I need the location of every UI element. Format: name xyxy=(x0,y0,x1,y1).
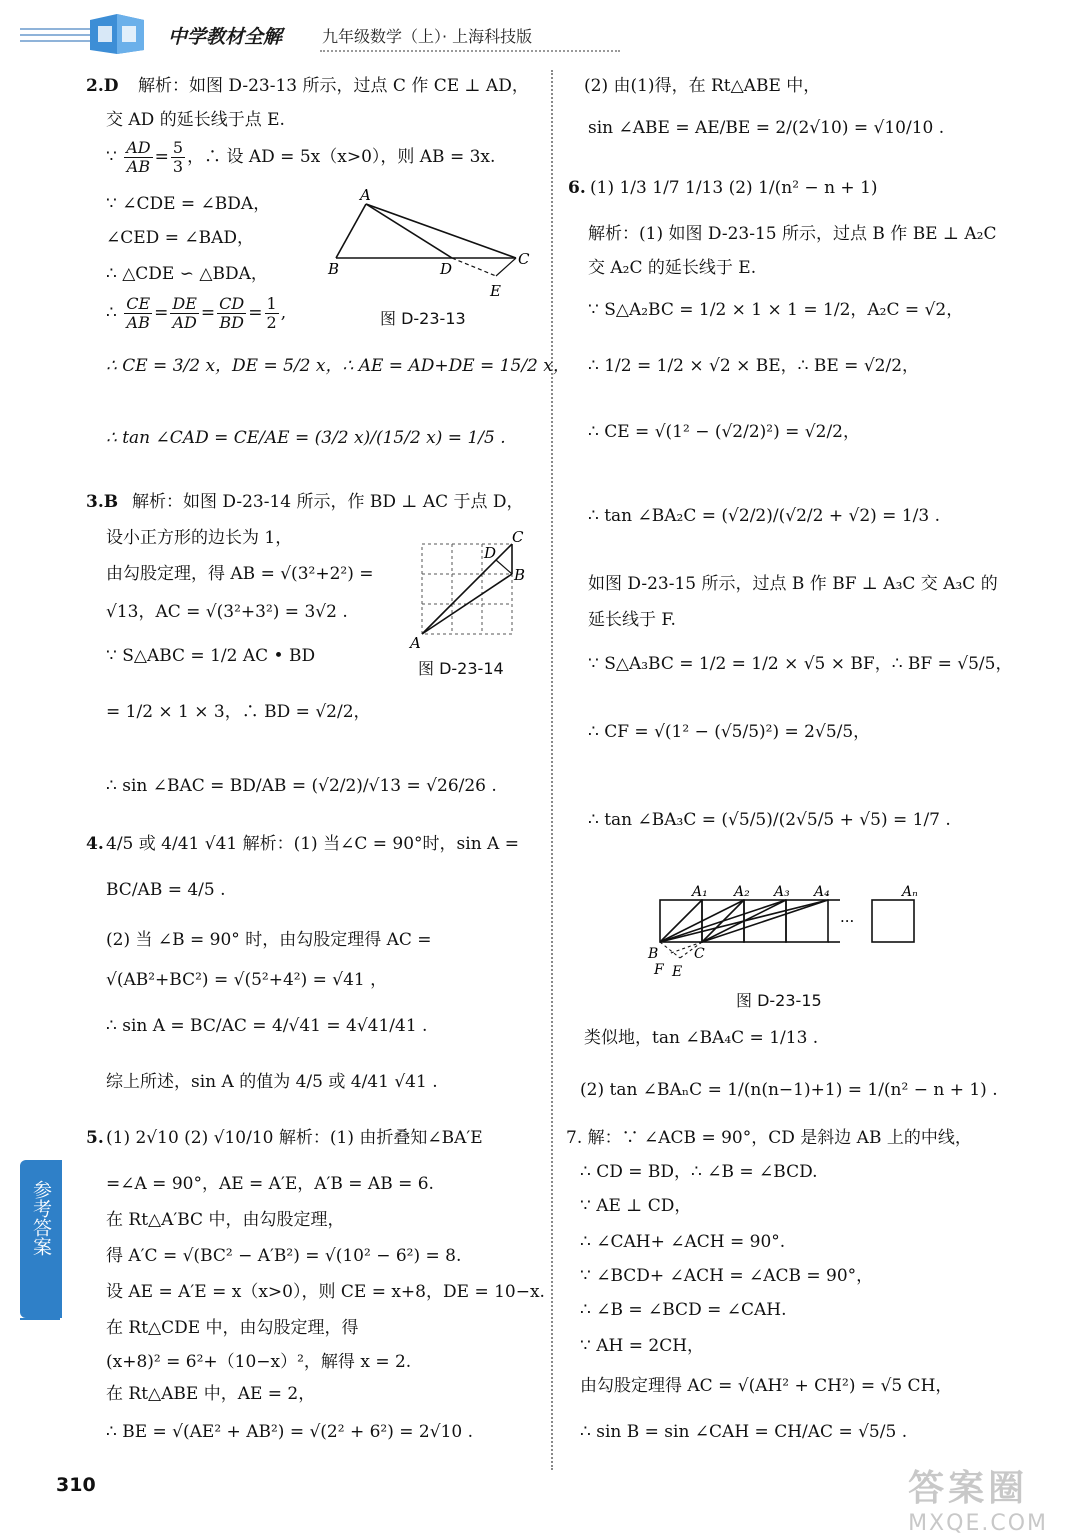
answers-side-tab-label: 参考答案 xyxy=(30,1180,52,1256)
q2-line-4: ∵ ∠CDE = ∠BDA， xyxy=(106,194,271,214)
q4-number: 4. xyxy=(86,834,104,854)
q6-line-3: 交 A₂C 的延长线于 E. xyxy=(588,258,757,278)
header-decoration xyxy=(20,28,90,50)
column-divider xyxy=(551,70,553,1470)
q3-line-4: √13，AC = √(3²+3²) = 3√2 . xyxy=(106,602,348,622)
f13-label-a: A xyxy=(360,188,371,204)
f15-label-a2: A₂ xyxy=(734,884,750,900)
q7-line-6: ∴ ∠B = ∠BCD = ∠CAH. xyxy=(580,1300,787,1320)
f15-label-an: Aₙ xyxy=(902,884,918,900)
q5-line-1: (1) 2√10 (2) √10/10 解析：(1) 由折叠知∠BA′E xyxy=(106,1128,483,1148)
q2-line-8: ∴ CE = 3/2 x，DE = 5/2 x，∴ AE = AD+DE = 15/2 x， xyxy=(106,356,570,376)
f15-label-e: E xyxy=(672,964,683,980)
watermark-url: MXQE.COM xyxy=(908,1511,1048,1536)
q4-line-5: ∴ sin A = BC/AC = 4/√41 = 4√41/41 . xyxy=(106,1016,428,1036)
q5-line-6: 在 Rt△CDE 中，由勾股定理，得 xyxy=(106,1318,359,1338)
q6-line-5: ∴ 1/2 = 1/2 × √2 × BE，∴ BE = √2/2， xyxy=(588,356,920,376)
q5-number: 5. xyxy=(86,1128,104,1148)
q6-line-1: (1) 1/3 1/7 1/13 (2) 1/(n² − n + 1) xyxy=(590,178,878,198)
q3-line-6: = 1/2 × 1 × 3，∴ BD = √2/2， xyxy=(106,702,371,722)
q4-line-1: 4/5 或 4/41 √41 解析：(1) 当∠C = 90°时，sin A = xyxy=(106,834,519,854)
f15-label-a4: A₄ xyxy=(814,884,830,900)
q5-line-9: ∴ BE = √(AE² + AB²) = √(2² + 6²) = 2√10 . xyxy=(106,1422,474,1442)
header-dotted-rule xyxy=(320,50,620,52)
q5-line-3: 在 Rt△A′BC 中，由勾股定理， xyxy=(106,1210,345,1230)
q6-line-13: 类似地，tan ∠BA₄C = 1/13 . xyxy=(584,1028,819,1048)
answers-side-tab xyxy=(20,1160,62,1318)
figure-d-23-13 xyxy=(326,188,536,298)
q6-line-9: 延长线于 F. xyxy=(588,610,676,630)
q6-line-12: ∴ tan ∠BA₃C = (√5/5)/(2√5/5 + √5) = 1/7 . xyxy=(588,810,951,830)
q7-line-9: ∴ sin B = sin ∠CAH = CH/AC = √5/5 . xyxy=(580,1422,908,1442)
figure-d-23-15-caption: 图 D-23-15 xyxy=(736,991,822,1010)
q5-line-4: 得 A′C = √(BC² − A′B²) = √(10² − 6²) = 8. xyxy=(106,1246,462,1266)
q7-line-3: ∵ AE ⊥ CD， xyxy=(580,1196,692,1216)
book-subtitle: 九年级数学（上）· 上海科技版 xyxy=(322,27,533,46)
q2-line-5: ∠CED = ∠BAD， xyxy=(106,228,254,248)
f14-label-b: B xyxy=(514,566,526,584)
q2-line-1: 解析：如图 D-23-13 所示，过点 C 作 CE ⊥ AD， xyxy=(138,76,529,96)
q4-line-6: 综上所述，sin A 的值为 4/5 或 4/41 √41 . xyxy=(106,1072,438,1092)
q4-line-2: BC/AB = 4/5 . xyxy=(106,880,226,900)
q6-line-10: ∵ S△A₃BC = 1/2 = 1/2 × √5 × BF，∴ BF = √5/5， xyxy=(588,654,1013,674)
page-number: 310 xyxy=(56,1474,96,1496)
q6-line-6: ∴ CE = √(1² − (√2/2)²) = √2/2， xyxy=(588,422,860,442)
f15-ellipsis: ··· xyxy=(840,912,855,930)
q6-number: 6. xyxy=(568,178,586,198)
q4-line-3: (2) 当 ∠B = 90° 时，由勾股定理得 AC = xyxy=(106,930,432,950)
q6-line-7: ∴ tan ∠BA₂C = (√2/2)/(√2/2 + √2) = 1/3 . xyxy=(588,506,940,526)
q2-line-3: ∵ $\frac{AD}{AB}$ = $\frac{5}{3}$ ，∴ 设 AD = 5x（x>0），则 AB = 3x. xyxy=(106,138,496,176)
watermark-main: 答案圈 xyxy=(908,1468,1029,1509)
q5-line-7: (x+8)² = 6²+（10−x）²，解得 x = 2. xyxy=(106,1352,412,1372)
f15-label-b: B xyxy=(648,946,659,962)
q3-number: 3.B xyxy=(86,492,119,512)
f15-label-a1: A₁ xyxy=(692,884,708,900)
q5-right-line-1: (2) 由(1)得，在 Rt△ABE 中， xyxy=(584,76,821,96)
side-tab-rule xyxy=(20,1318,60,1320)
q2-line-6: ∴ △CDE ∽ △BDA， xyxy=(106,264,268,284)
q2-line-2: 交 AD 的延长线于点 E. xyxy=(106,110,285,130)
f14-label-d: D xyxy=(484,544,497,562)
q5-line-8: 在 Rt△ABE 中，AE = 2， xyxy=(106,1384,316,1404)
f15-label-f: F xyxy=(654,962,664,978)
f13-label-e: E xyxy=(490,282,501,298)
q7-line-8: 由勾股定理得 AC = √(AH² + CH²) = √5 CH， xyxy=(580,1376,953,1396)
q7-line-1: 7. 解：∵ ∠ACB = 90°，CD 是斜边 AB 上的中线， xyxy=(566,1128,972,1148)
q3-line-3: 由勾股定理，得 AB = √(3²+2²) = xyxy=(106,564,374,584)
q7-line-5: ∵ ∠BCD+ ∠ACH = ∠ACB = 90°， xyxy=(580,1266,874,1286)
q7-line-2: ∴ CD = BD，∴ ∠B = ∠BCD. xyxy=(580,1162,818,1182)
q3-line-1: 解析：如图 D-23-14 所示，作 BD ⊥ AC 于点 D， xyxy=(132,492,524,512)
q3-line-2: 设小正方形的边长为 1， xyxy=(106,528,293,548)
q6-line-4: ∵ S△A₂BC = 1/2 × 1 × 1 = 1/2，A₂C = √2， xyxy=(588,300,964,320)
q3-line-7: ∴ sin ∠BAC = BD/AB = (√2/2)/√13 = √26/26 . xyxy=(106,776,497,796)
q2-number: 2.D xyxy=(86,76,119,96)
q7-line-7: ∵ AH = 2CH， xyxy=(580,1336,705,1356)
page-header xyxy=(0,0,1068,62)
q6-line-14: (2) tan ∠BAₙC = 1/(n(n−1)+1) = 1/(n² − n + 1) . xyxy=(580,1080,998,1100)
book-logo-icon xyxy=(86,12,148,56)
f13-label-c: C xyxy=(518,250,530,268)
watermark-logo xyxy=(908,1460,1048,1536)
q5-right-line-2: sin ∠ABE = AE/BE = 2/(2√10) = √10/10 . xyxy=(588,118,945,138)
figure-d-23-15 xyxy=(640,878,940,982)
f14-label-a: A xyxy=(410,634,421,652)
f13-label-d: D xyxy=(440,260,453,278)
q2-line-7: ∴ $\frac{CE}{AB}$ = $\frac{DE}{AD}$ = $\frac{CD}{BD}$ = $\frac{1}{2}$ , xyxy=(106,294,287,332)
q3-line-5: ∵ S△ABC = 1/2 AC • BD xyxy=(106,646,316,666)
brand-title: 中学教材全解 xyxy=(168,26,283,48)
q6-line-8: 如图 D-23-15 所示，过点 B 作 BF ⊥ A₃C 交 A₃C 的 xyxy=(588,574,998,594)
q5-line-5: 设 AE = A′E = x（x>0），则 CE = x+8，DE = 10−x. xyxy=(106,1282,545,1302)
f15-label-a3: A₃ xyxy=(774,884,790,900)
f14-label-c: C xyxy=(512,528,524,546)
f13-label-b: B xyxy=(328,260,340,278)
f15-label-c: C xyxy=(694,946,705,962)
q6-line-11: ∴ CF = √(1² − (√5/5)²) = 2√5/5， xyxy=(588,722,871,742)
q5-line-2: =∠A = 90°，AE = A′E，A′B = AB = 6. xyxy=(106,1174,434,1194)
figure-d-23-13-caption: 图 D-23-13 xyxy=(380,309,466,328)
q4-line-4: √(AB²+BC²) = √(5²+4²) = √41 ， xyxy=(106,970,388,990)
q2-line-9: ∴ tan ∠CAD = CE/AE = (3/2 x)/(15/2 x) = 1/5 . xyxy=(106,428,506,448)
figure-d-23-14 xyxy=(404,528,530,652)
q6-line-2: 解析：(1) 如图 D-23-15 所示，过点 B 作 BE ⊥ A₂C xyxy=(588,224,997,244)
q7-line-4: ∴ ∠CAH+ ∠ACH = 90°. xyxy=(580,1232,786,1252)
figure-d-23-14-caption: 图 D-23-14 xyxy=(418,659,504,678)
